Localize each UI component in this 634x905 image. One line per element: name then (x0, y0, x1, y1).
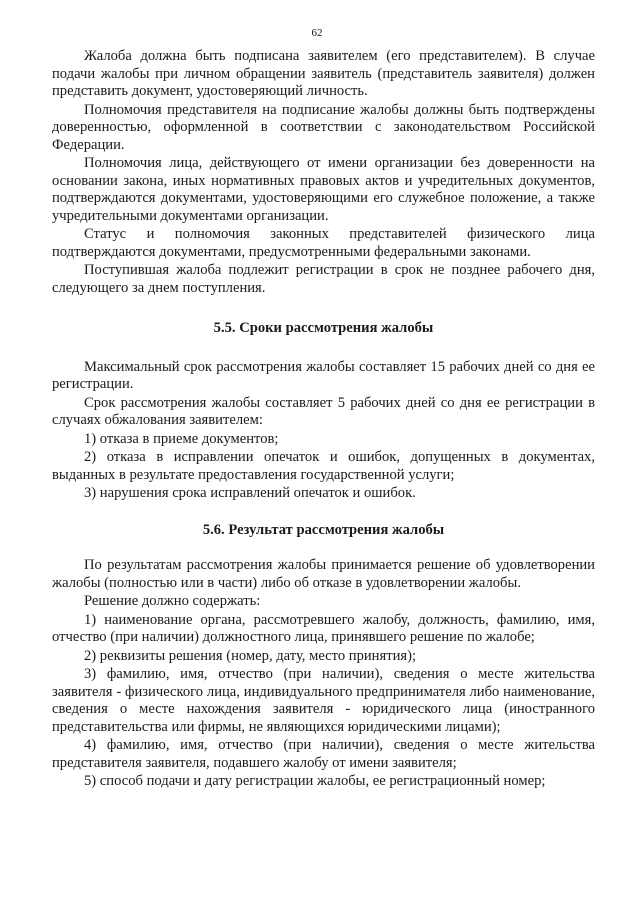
paragraph: Решение должно содержать: (84, 593, 261, 609)
section-5-6 (52, 504, 595, 791)
list-item: 4) фамилию, имя, отчество (при наличии), сведения о месте жительства представителя заявителя, подавшего жалобу от имени заявителя; (52, 737, 595, 771)
paragraph: Поступившая жалоба подлежит регистрации в срок не позднее рабочего дня, следующего за днем поступления. (52, 262, 595, 296)
list-item: 5) способ подачи и дату регистрации жалобы, ее регистрационный номер; (84, 773, 546, 789)
paragraph: Срок рассмотрения жалобы составляет 5 рабочих дней со дня ее регистрации в случаях обжалования заявителем: (52, 394, 595, 428)
section-5-5 (52, 298, 595, 503)
intro-section (52, 48, 595, 297)
paragraph: Максимальный срок рассмотрения жалобы составляет 15 рабочих дней со дня ее регистрации. (52, 358, 595, 392)
paragraph: Полномочия лица, действующего от имени организации без доверенности на основании закона, иных нормативных правовых актов и учредительных документов, подтверждаются документами, удостоверяющими его служебное положение, а также учредительными документами организации. (52, 155, 595, 224)
section-heading: 5.6. Результат рассмотрения жалобы (202, 521, 445, 538)
list-item: 1) наименование органа, рассмотревшего жалобу, должность, фамилию, имя, отчество (при наличии) должностного лица, принявшего решение по жалобе; (52, 611, 595, 645)
paragraph: Полномочия представителя на подписание жалобы должны быть подтверждены доверенностью, оформленной в соответствии с законодательством Российской Федерации. (52, 101, 595, 153)
list-item: 2) реквизиты решения (номер, дату, место принятия); (84, 647, 417, 664)
list-item: 2) отказа в исправлении опечаток и ошибок, допущенных в документах, выданных в результате предоставления государственной услуги; (52, 449, 595, 483)
document-body (52, 48, 595, 792)
list-item: 3) фамилию, имя, отчество (при наличии), сведения о месте жительства заявителя - физического лица, индивидуального предпринимателя либо наименование, сведения о месте нахождения заявителя - юридического лица (иностранного представительства или фирмы, не являющихся юридическими лицами); (52, 666, 595, 735)
paragraph: Статус и полномочия законных представителей физического лица подтверждаются документами, предусмотренными федеральными законами. (52, 226, 595, 260)
page-number: 62 (311, 27, 323, 39)
paragraph: По результатам рассмотрения жалобы принимается решение об удовлетворении жалобы (полностью или в части) либо об отказе в удовлетворении жалобы. (52, 557, 595, 591)
paragraph: Жалоба должна быть подписана заявителем (его представителем). В случае подачи жалобы при личном обращении заявитель (представитель заявителя) должен представить документ, удостоверяющий личность. (52, 48, 595, 99)
list-item: 3) нарушения срока исправлений опечаток и ошибок. (84, 485, 416, 501)
list-item: 1) отказа в приеме документов; (84, 430, 279, 447)
section-heading: 5.5. Сроки рассмотрения жалобы (213, 320, 434, 336)
